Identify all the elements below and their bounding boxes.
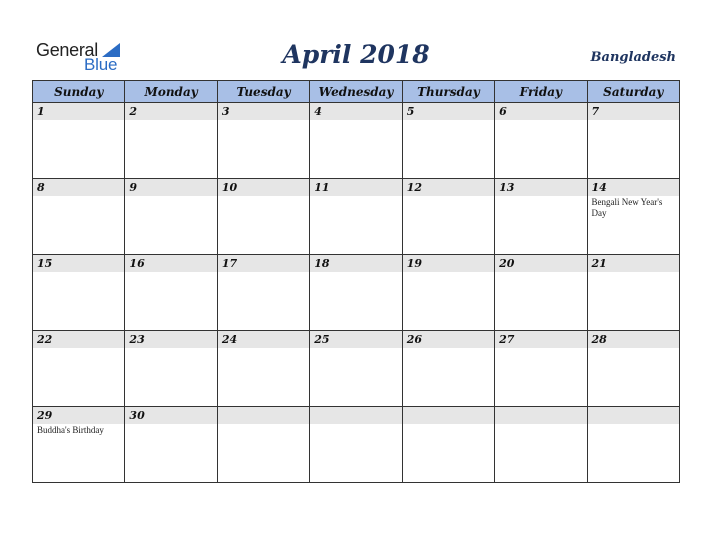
weekday-header: Sunday <box>33 81 125 103</box>
day-cell <box>587 255 679 331</box>
day-cell <box>587 103 679 179</box>
day-cell <box>217 255 309 331</box>
day-number: 23 <box>125 331 216 348</box>
day-number: 10 <box>218 179 309 196</box>
week-row <box>33 179 680 255</box>
day-number: 20 <box>495 255 586 272</box>
day-number <box>588 407 679 424</box>
week-row <box>33 103 680 179</box>
day-number: 11 <box>310 179 401 196</box>
day-cell <box>310 103 402 179</box>
holiday-label <box>310 424 401 425</box>
holiday-label <box>33 196 124 197</box>
holiday-label <box>33 348 124 349</box>
holiday-label <box>218 196 309 197</box>
holiday-label <box>495 196 586 197</box>
holiday-label <box>403 272 494 273</box>
weekday-header: Wednesday <box>310 81 402 103</box>
day-cell <box>310 407 402 483</box>
day-cell <box>587 331 679 407</box>
day-number: 21 <box>588 255 679 272</box>
day-cell <box>217 407 309 483</box>
day-cell <box>217 103 309 179</box>
holiday-label <box>310 272 401 273</box>
day-number: 27 <box>495 331 586 348</box>
day-number: 12 <box>403 179 494 196</box>
day-cell <box>495 255 587 331</box>
day-cell <box>125 407 217 483</box>
logo-text-general: General <box>36 40 98 60</box>
holiday-label: Bengali New Year's Day <box>591 197 663 218</box>
day-number: 14 <box>588 179 679 196</box>
day-cell <box>33 103 125 179</box>
holiday-label <box>310 120 401 121</box>
calendar-title: April 2018 <box>282 40 430 69</box>
holiday-label <box>588 272 679 273</box>
weekday-header: Saturday <box>587 81 679 103</box>
holiday-label <box>310 196 401 197</box>
day-number: 4 <box>310 103 401 120</box>
day-cell <box>587 407 679 483</box>
day-cell <box>587 179 679 255</box>
weekday-header: Tuesday <box>217 81 309 103</box>
weekday-header-row <box>33 81 680 103</box>
holiday-label <box>403 196 494 197</box>
weekday-header: Friday <box>495 81 587 103</box>
day-number: 25 <box>310 331 401 348</box>
day-number: 9 <box>125 179 216 196</box>
holiday-label <box>125 120 216 121</box>
day-number: 30 <box>125 407 216 424</box>
day-cell <box>310 331 402 407</box>
day-cell <box>33 179 125 255</box>
day-cell <box>33 407 125 483</box>
day-number: 8 <box>33 179 124 196</box>
day-number: 19 <box>403 255 494 272</box>
day-cell <box>33 331 125 407</box>
day-cell <box>33 255 125 331</box>
day-cell <box>310 255 402 331</box>
day-cell <box>495 407 587 483</box>
day-number: 28 <box>588 331 679 348</box>
holiday-label <box>33 272 124 273</box>
day-cell <box>217 179 309 255</box>
week-row <box>33 255 680 331</box>
holiday-label <box>588 348 679 349</box>
holiday-label <box>218 424 309 425</box>
holiday-label <box>310 348 401 349</box>
day-number <box>403 407 494 424</box>
holiday-label <box>125 196 216 197</box>
holiday-label <box>495 424 586 425</box>
logo-text-blue: Blue <box>84 55 118 74</box>
holiday-label <box>218 348 309 349</box>
day-cell <box>402 255 494 331</box>
holiday-label <box>495 272 586 273</box>
holiday-label <box>125 348 216 349</box>
day-number <box>218 407 309 424</box>
day-number: 29 <box>33 407 124 424</box>
day-number: 3 <box>218 103 309 120</box>
holiday-label: Buddha's Birthday <box>37 425 104 435</box>
day-number: 2 <box>125 103 216 120</box>
day-cell <box>402 179 494 255</box>
holiday-label <box>403 348 494 349</box>
holiday-label <box>403 120 494 121</box>
day-cell <box>402 331 494 407</box>
day-cell <box>125 331 217 407</box>
day-cell <box>125 103 217 179</box>
day-number: 15 <box>33 255 124 272</box>
day-cell <box>402 103 494 179</box>
day-cell <box>495 103 587 179</box>
calendar-body <box>33 103 680 483</box>
holiday-label <box>33 120 124 121</box>
holiday-label <box>588 424 679 425</box>
day-cell <box>402 407 494 483</box>
holiday-label <box>588 120 679 121</box>
day-cell <box>125 179 217 255</box>
holiday-label <box>125 272 216 273</box>
holiday-label <box>125 424 216 425</box>
day-number: 5 <box>403 103 494 120</box>
day-number: 17 <box>218 255 309 272</box>
day-number: 13 <box>495 179 586 196</box>
day-cell <box>495 179 587 255</box>
holiday-label <box>218 272 309 273</box>
holiday-label <box>403 424 494 425</box>
day-number: 16 <box>125 255 216 272</box>
day-number: 24 <box>218 331 309 348</box>
day-number: 1 <box>33 103 124 120</box>
country-label: Bangladesh <box>590 50 676 65</box>
weekday-header: Thursday <box>402 81 494 103</box>
calendar-grid <box>32 80 680 483</box>
day-number <box>310 407 401 424</box>
week-row <box>33 331 680 407</box>
day-cell <box>125 255 217 331</box>
day-cell <box>495 331 587 407</box>
day-number: 7 <box>588 103 679 120</box>
week-row <box>33 407 680 483</box>
day-number <box>495 407 586 424</box>
day-number: 18 <box>310 255 401 272</box>
holiday-label <box>495 120 586 121</box>
weekday-header: Monday <box>125 81 217 103</box>
day-number: 26 <box>403 331 494 348</box>
day-cell <box>217 331 309 407</box>
day-cell <box>310 179 402 255</box>
holiday-label <box>218 120 309 121</box>
holiday-label <box>495 348 586 349</box>
day-number: 6 <box>495 103 586 120</box>
day-number: 22 <box>33 331 124 348</box>
